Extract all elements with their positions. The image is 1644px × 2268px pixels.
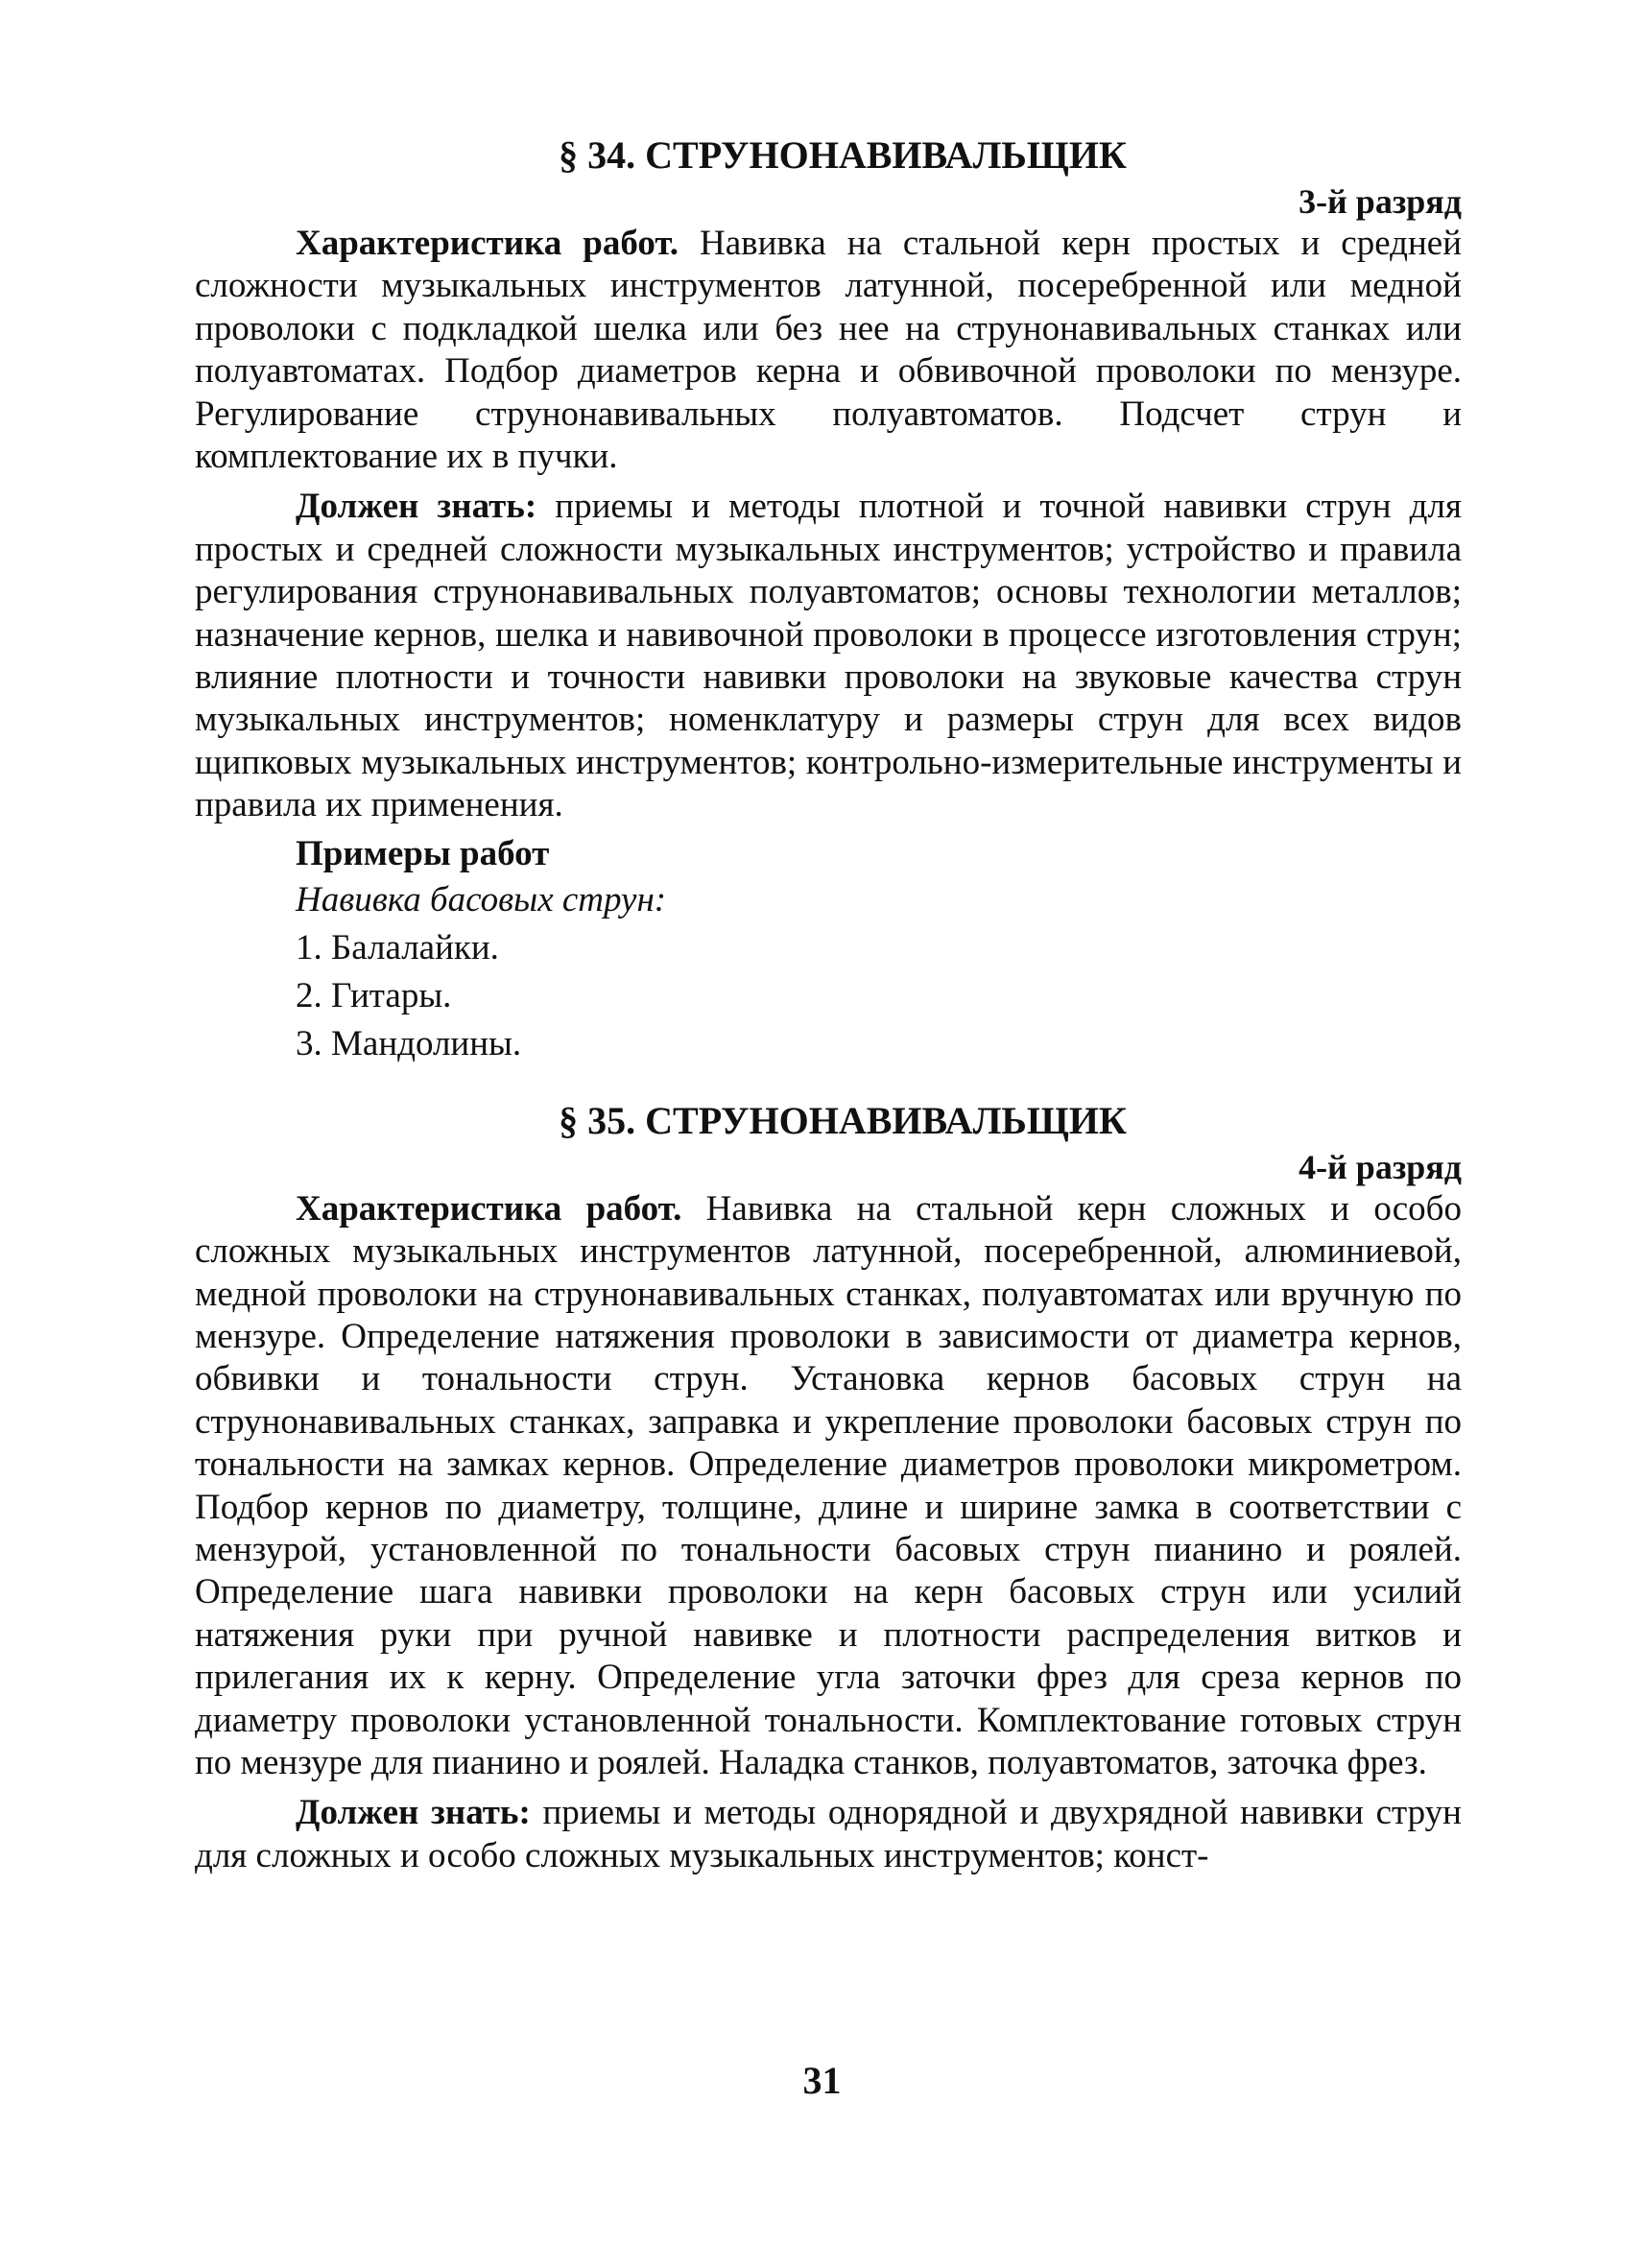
knowledge-label: Должен знать:	[296, 487, 537, 527]
document-page	[195, 134, 1462, 1877]
section-35-knowledge	[195, 1792, 1462, 1877]
section-35-characteristics	[195, 1188, 1462, 1785]
knowledge-label: Должен знать:	[296, 1793, 531, 1833]
knowledge-text: приемы и методы плотной и точной навивки струн для простых и средней сложности музыкальных инструментов; устройство и правила регулирования струнонавивальных полуавтоматов; основы технологии металлов; назначение кернов, шелка и навивочной проволоки в процессе изготовления струн; влияние плотности и точности навивки проволоки на звуковые качества струн музыкальных инструментов; номенклатуру и размеры струн для всех видов щипковых музыкальных инструментов; контрольно-измерительные инструменты и правила их применения.	[195, 487, 1462, 825]
section-34-rank: 3-й разряд	[1299, 182, 1462, 221]
characteristics-text: Навивка на стальной керн сложных и особо сложных музыкальных инструментов латунной, посеребренной, алюминиевой, медной проволоки на струнонавивальных станках, полуавтоматах или вручную по мензуре. Определение натяжения проволоки в зависимости от диаметра кернов, обвивки и тональности струн. Установка кернов басовых струн на струнонавивальных станках, заправка и укрепление проволоки басовых струн по тональности на замках кернов. Определение диаметров проволоки микрометром. Подбор кернов по диаметру, толщине, длине и ширине замка в соответствии с мензурой, установленной по тональности басовых струн пианино и роялей. Определение шага навивки проволоки на керн басовых струн или усилий натяжения руки при ручной навивке и плотности распределения витков и прилегания их к керну. Определение угла заточки фрез для среза кернов по диаметру проволоки установленной тональности. Комплектование готовых струн по мензуре для пианино и роялей. Наладка станков, полуавтоматов, заточка фрез.	[195, 1188, 1462, 1782]
section-34-characteristics	[195, 223, 1462, 478]
section-34-title: § 34. СТРУНОНАВИВАЛЬЩИК	[559, 133, 1127, 177]
list-item: 1. Балалайки.	[296, 927, 499, 967]
section-35	[195, 1100, 1462, 1878]
section-34-knowledge	[195, 486, 1462, 826]
list-item: 3. Мандолины.	[296, 1023, 522, 1063]
page-number: 31	[802, 2059, 842, 2102]
examples-heading: Примеры работ	[296, 833, 550, 873]
section-35-title: § 35. СТРУНОНАВИВАЛЬЩИК	[559, 1098, 1127, 1142]
list-item: 2. Гитары.	[296, 975, 452, 1015]
knowledge-text: приемы и методы однорядной и двухрядной навивки струн для сложных и особо сложных музыкальных инструментов; конст-	[195, 1793, 1462, 1875]
characteristics-label: Характеристика работ.	[296, 224, 679, 263]
characteristics-label: Характеристика работ.	[296, 1188, 682, 1229]
examples-subheading: Навивка басовых струн:	[296, 879, 667, 919]
characteristics-text: Навивка на стальной керн простых и средней сложности музыкальных инструментов латунной, посеребренной или медной проволоки с подкладкой шелка или без нее на струнонавивальных станках или полуавтоматах. Подбор диаметров керна и обвивочной проволоки по мензуре. Регулирование струнонавивальных полуавтоматов. Подсчет струн и комплектование их в пучки.	[195, 224, 1462, 477]
section-35-rank: 4-й разряд	[1299, 1147, 1462, 1186]
